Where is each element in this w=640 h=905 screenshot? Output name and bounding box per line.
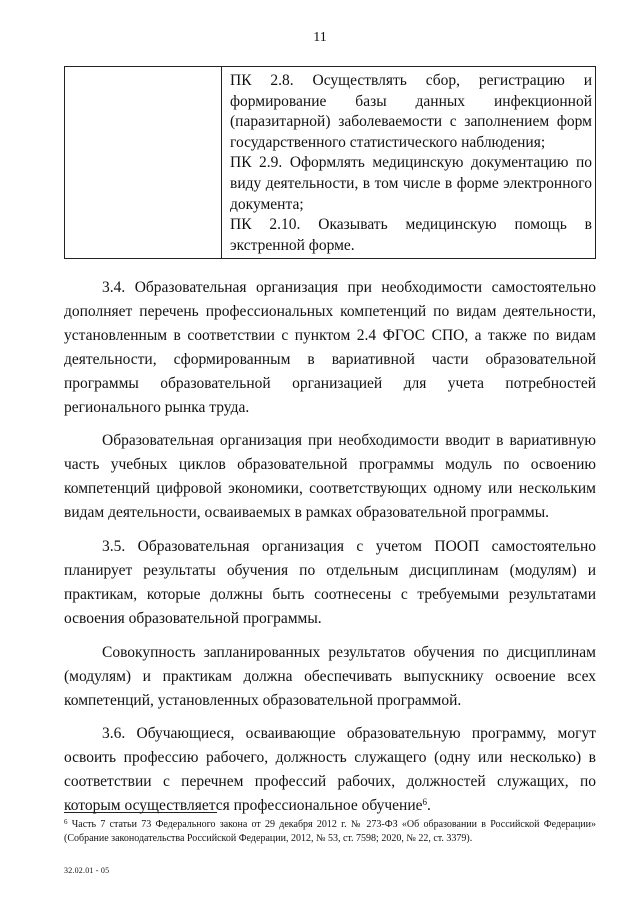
paragraph-3-6-end: .	[427, 797, 431, 815]
body-text	[64, 276, 596, 818]
table-empty-cell	[65, 67, 222, 258]
footnote-separator	[64, 812, 217, 813]
competencies-table	[64, 66, 596, 259]
paragraph-3-4: 3.4. Образовательная организация при необходимости самостоятельно дополняет перечень профессиональных компетенций по видам деятельности, установленным в соответствии с пунктом 2.4 ФГОС СПО, а также по видам деятельности, сформированным в вариативной части образовательной программы образовательной организацией для учета потребностей регионального рынка труда.	[64, 279, 596, 416]
footnote-reference[interactable]: 6	[422, 797, 428, 808]
page-number: 11	[313, 30, 327, 45]
footnote-text: Часть 7 статьи 73 Федерального закона от 29 декабря 2012 г. № 273-ФЗ «Об образовании в Российской Федерации» (Собрание законодательства Российской Федерации, 2012, № 53, ст. 7598; 2020, № 22, ст. 3379).	[64, 819, 596, 844]
paragraph-3-6-text: 3.6. Обучающиеся, осваивающие образовательную программу, могут освоить профессию рабочего, должность служащего (одну или несколько) в соответствии с перечнем профессий рабочих, должностей служащих, по которым осуществляется профессиональное обучение	[64, 725, 596, 815]
paragraph-digital-economy: Образовательная организация при необходимости вводит в вариативную часть учебных циклов образовательной программы модуль по освоению компетенций цифровой экономики, соответствующих одному или нескольким видам деятельности, осваиваемых в рамках образовательной программы.	[64, 432, 596, 522]
paragraph-3-5: 3.5. Образовательная организация с учетом ПООП самостоятельно планирует результаты обучения по отдельным дисциплинам (модулям) и практикам, которые должны быть соотнесены с требуемыми результатами освоения образовательной программы.	[64, 538, 596, 627]
competency-pk-2-9: ПК 2.9. Оформлять медицинскую документацию по виду деятельности, в том числе в форме электронного документа;	[230, 154, 592, 213]
document-code: 32.02.01 - 05	[64, 866, 110, 875]
paragraph-planned-results: Совокупность запланированных результатов обучения по дисциплинам (модулям) и практикам должна обеспечивать выпускнику освоение всех компетенций, установленных образовательной программой.	[64, 643, 596, 709]
table-competencies-cell	[230, 71, 592, 256]
paragraph-3-6	[64, 722, 596, 818]
footnote-mark: 6	[64, 818, 68, 826]
competency-pk-2-8: ПК 2.8. Осуществлять сбор, регистрацию и формирование базы данных инфекционной (паразитарной) заболеваемости с заполнением форм государственного статистического наблюдения;	[230, 72, 592, 151]
footnote	[64, 818, 596, 846]
competency-pk-2-10: ПК 2.10. Оказывать медицинскую помощь в экстренной форме.	[230, 216, 592, 254]
